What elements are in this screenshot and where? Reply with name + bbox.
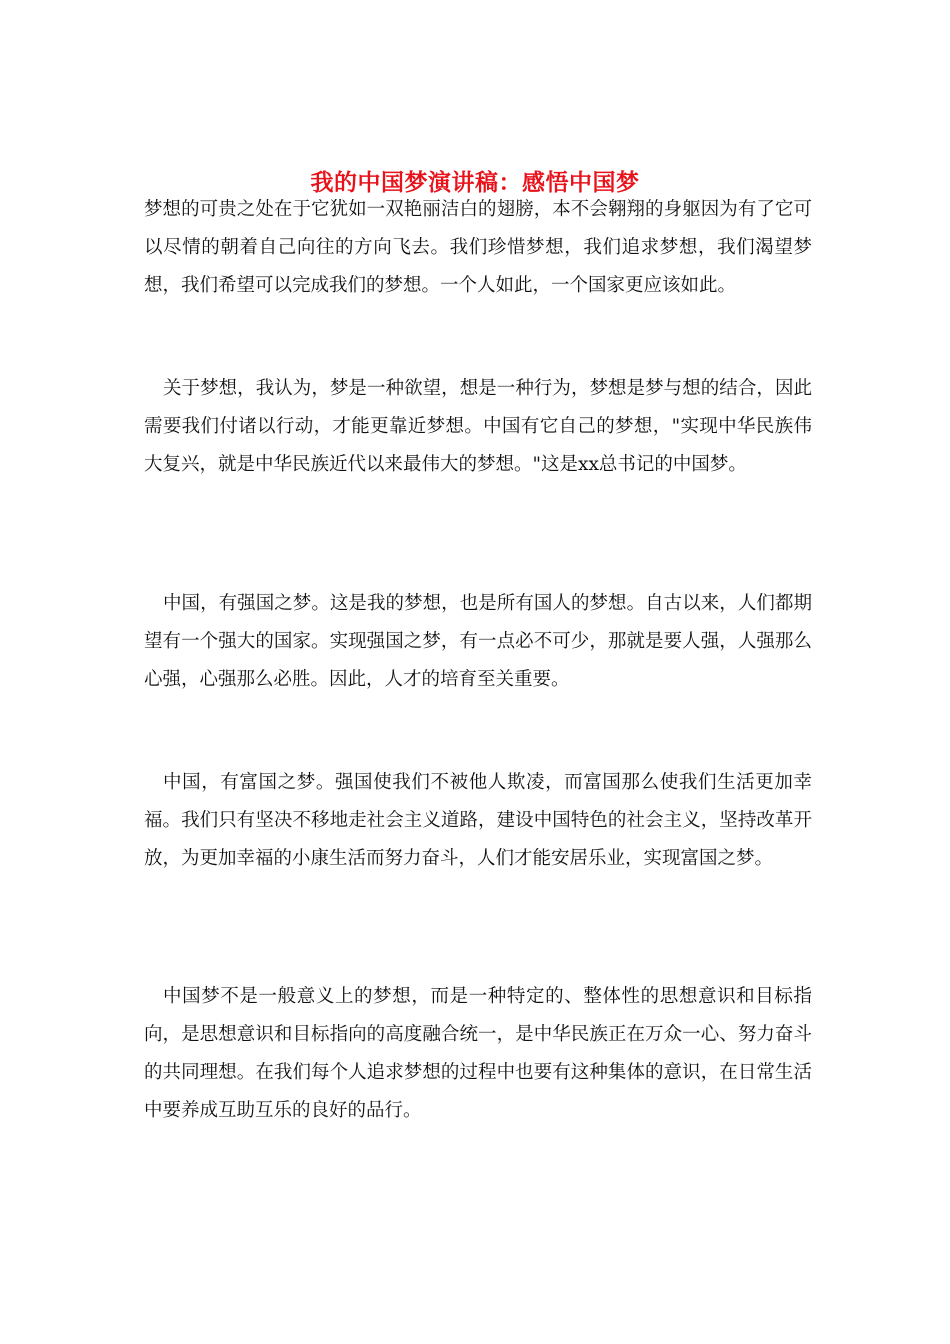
paragraph-5: 中国梦不是一般意义上的梦想，而是一种特定的、整体性的思想意识和目标指向，是思想意识和目标指向的高度融合统一，是中华民族正在万众一心、努力奋斗的共同理想。在我们每个人追求梦想的过程中也要有这种集体的意识，在日常生活中要养成互助互乐的良好的品行。 — [144, 986, 812, 1121]
paragraph-2: 关于梦想，我认为，梦是一种欲望，想是一种行为，梦想是梦与想的结合，因此需要我们付诸以行动，才能更靠近梦想。中国有它自己的梦想，"实现中华民族伟大复兴，就是中华民族近代以来最伟大的梦想。"这是xx总书记的中国梦。 — [144, 378, 812, 475]
paragraph-3: 中国，有强国之梦。这是我的梦想，也是所有国人的梦想。自古以来，人们都期望有一个强大的国家。实现强国之梦，有一点必不可少，那就是要人强，人强那么心强，心强那么必胜。因此，人才的培育至关重要。 — [144, 593, 812, 690]
paragraph-1: 梦想的可贵之处在于它犹如一双艳丽洁白的翅膀，本不会翱翔的身躯因为有了它可以尽情的朝着自己向往的方向飞去。我们珍惜梦想，我们追求梦想，我们渴望梦想，我们希望可以完成我们的梦想。一个人如此，一个国家更应该如此。 — [144, 199, 812, 296]
document-title: 我的中国梦演讲稿：感悟中国梦 — [310, 170, 640, 197]
paragraph-4: 中国，有富国之梦。强国使我们不被他人欺凌，而富国那么使我们生活更加幸福。我们只有坚决不移地走社会主义道路，建设中国特色的社会主义，坚持改革开放，为更加幸福的小康生活而努力奋斗，人们才能安居乐业，实现富国之梦。 — [144, 772, 812, 869]
